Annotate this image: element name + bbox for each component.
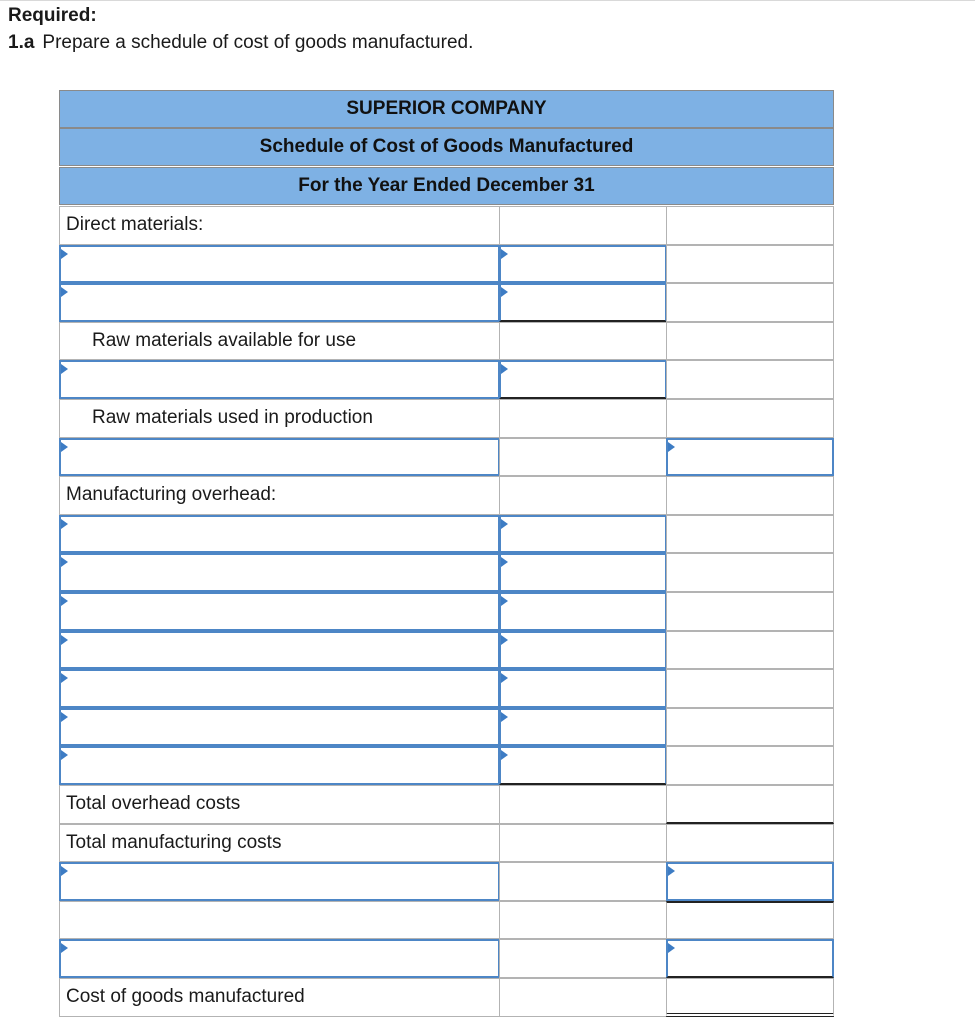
amount-input[interactable]: [499, 708, 667, 747]
total-cell: [666, 322, 834, 361]
amount-input[interactable]: [499, 515, 667, 554]
input-marker-icon: [501, 673, 508, 683]
row-raw-available: [59, 322, 834, 361]
total-cell: [666, 553, 834, 592]
row-raw-used: [59, 399, 834, 438]
total-cell: [666, 360, 834, 399]
amount-cell: [499, 785, 667, 824]
amount-input[interactable]: [499, 360, 667, 399]
table-row: [59, 438, 834, 477]
input-marker-icon: [501, 557, 508, 567]
amount-input[interactable]: [499, 553, 667, 592]
requirement-text: Prepare a schedule of cost of goods manufactured.: [42, 32, 474, 53]
required-heading: Required:: [8, 5, 97, 26]
input-marker-icon: [61, 596, 68, 606]
row-manufacturing-overhead: [59, 476, 834, 515]
total-cell: [666, 824, 834, 863]
direct-materials-label: Direct materials:: [59, 206, 500, 245]
schedule-title: Schedule of Cost of Goods Manufactured: [59, 128, 834, 166]
total-cell: [666, 283, 834, 322]
table-row: [59, 669, 834, 708]
input-marker-icon: [61, 364, 68, 374]
table-row: [59, 708, 834, 747]
input-marker-icon: [668, 866, 675, 876]
line-item-dropdown[interactable]: [59, 283, 500, 322]
company-name: SUPERIOR COMPANY: [59, 90, 834, 128]
input-marker-icon: [61, 866, 68, 876]
total-cell: [666, 515, 834, 554]
cogm-schedule: [59, 90, 834, 1017]
line-item-dropdown[interactable]: [59, 708, 500, 747]
input-marker-icon: [61, 635, 68, 645]
raw-available-label: Raw materials available for use: [59, 322, 500, 361]
input-marker-icon: [501, 712, 508, 722]
input-marker-icon: [61, 712, 68, 722]
line-item-dropdown[interactable]: [59, 862, 500, 901]
input-marker-icon: [501, 519, 508, 529]
total-overhead-label: Total overhead costs: [59, 785, 500, 824]
line-item-dropdown[interactable]: [59, 939, 500, 978]
input-marker-icon: [501, 750, 508, 760]
total-manufacturing-label: Total manufacturing costs: [59, 824, 500, 863]
input-marker-icon: [61, 673, 68, 683]
schedule-period: For the Year Ended December 31: [59, 167, 834, 205]
input-marker-icon: [501, 364, 508, 374]
amount-input[interactable]: [499, 245, 667, 284]
table-row: [59, 245, 834, 284]
table-row: [59, 592, 834, 631]
table-row: [59, 283, 834, 322]
requirement-item: [8, 31, 473, 55]
raw-used-label: Raw materials used in production: [59, 399, 500, 438]
total-cell: [666, 669, 834, 708]
input-marker-icon: [61, 943, 68, 953]
total-input[interactable]: [666, 862, 834, 901]
input-marker-icon: [61, 249, 68, 259]
total-cell: [666, 785, 834, 824]
total-cell: [666, 592, 834, 631]
total-cell: [666, 746, 834, 785]
input-marker-icon: [61, 750, 68, 760]
input-marker-icon: [501, 596, 508, 606]
row-cogm: [59, 978, 834, 1017]
line-item-dropdown[interactable]: [59, 553, 500, 592]
table-row: [59, 553, 834, 592]
amount-input[interactable]: [499, 592, 667, 631]
amount-cell: [499, 824, 667, 863]
total-input[interactable]: [666, 939, 834, 978]
input-marker-icon: [501, 249, 508, 259]
line-item-dropdown[interactable]: [59, 631, 500, 670]
total-cell: [666, 399, 834, 438]
line-item-dropdown[interactable]: [59, 245, 500, 284]
amount-cell: [499, 901, 667, 940]
line-item-dropdown[interactable]: [59, 669, 500, 708]
input-marker-icon: [61, 519, 68, 529]
line-item-dropdown[interactable]: [59, 438, 500, 477]
input-marker-icon: [501, 635, 508, 645]
amount-cell: [499, 476, 667, 515]
line-item-dropdown[interactable]: [59, 515, 500, 554]
total-cell: [666, 245, 834, 284]
line-item-dropdown[interactable]: [59, 592, 500, 631]
table-row: [59, 631, 834, 670]
total-cell: [666, 901, 834, 940]
input-marker-icon: [61, 287, 68, 297]
top-divider: [0, 0, 975, 1]
amount-cell: [499, 939, 667, 978]
table-row: [59, 862, 834, 901]
row-total-manufacturing: [59, 824, 834, 863]
amount-cell: [499, 399, 667, 438]
cogm-label: Cost of goods manufactured: [59, 978, 500, 1017]
total-cell: [666, 631, 834, 670]
input-marker-icon: [668, 943, 675, 953]
table-row: [59, 901, 834, 940]
amount-cell: [499, 862, 667, 901]
row-total-overhead: [59, 785, 834, 824]
total-cell: [666, 476, 834, 515]
manufacturing-overhead-label: Manufacturing overhead:: [59, 476, 500, 515]
amount-cell: [499, 322, 667, 361]
amount-input[interactable]: [499, 283, 667, 322]
input-marker-icon: [61, 442, 68, 452]
table-row: [59, 939, 834, 978]
table-row: [59, 515, 834, 554]
amount-input[interactable]: [499, 669, 667, 708]
table-row: [59, 360, 834, 399]
input-marker-icon: [668, 442, 675, 452]
input-marker-icon: [501, 287, 508, 297]
amount-input[interactable]: [499, 631, 667, 670]
total-cell: [666, 708, 834, 747]
amount-cell: [499, 206, 667, 245]
line-item-dropdown[interactable]: [59, 360, 500, 399]
cogm-total-cell: [666, 978, 834, 1017]
requirement-number: 1.a: [8, 32, 35, 53]
input-marker-icon: [61, 557, 68, 567]
label-cell: [59, 901, 500, 940]
amount-cell: [499, 978, 667, 1017]
line-item-dropdown[interactable]: [59, 746, 500, 785]
amount-input[interactable]: [499, 746, 667, 785]
row-direct-materials: [59, 206, 834, 245]
total-input[interactable]: [666, 438, 834, 477]
total-cell: [666, 206, 834, 245]
amount-cell: [499, 438, 667, 477]
table-row: [59, 746, 834, 785]
